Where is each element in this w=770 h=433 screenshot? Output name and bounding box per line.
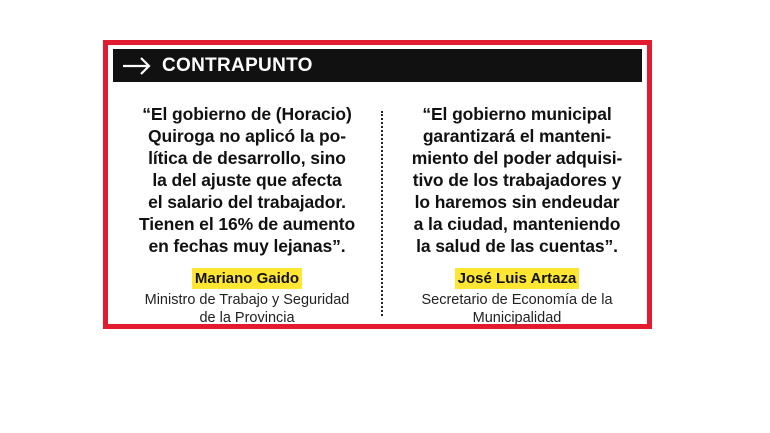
quote-line: a la ciudad, manteniendo [413,214,621,234]
quote-line: lo haremos sin endeudar [414,192,620,212]
left-speaker-name: Mariano Gaido [192,268,302,289]
right-quote [392,103,642,257]
quote-line: miento del poder adquisi- [411,148,623,168]
quote-line: “El gobierno municipal [422,104,612,124]
quote-line: Quiroga no aplicó la po- [148,126,346,146]
left-quote [122,103,372,257]
quote-line: lítica de desarrollo, sino [148,148,346,168]
quote-line: el salario del trabajador. [148,192,346,212]
quote-line: la salud de las cuentas”. [416,236,618,256]
right-speaker-name: José Luis Artaza [455,268,580,289]
quote-line: en fechas muy lejanas”. [148,236,346,256]
right-speaker-role [392,291,642,327]
role-line: Ministro de Trabajo y Seguridad [144,292,350,308]
role-line: Municipalidad [472,310,562,326]
right-column [392,103,642,327]
quote-line: Tienen el 16% de aumento [138,214,356,234]
quote-line: “El gobierno de (Horacio) [142,104,352,124]
arrow-right-icon [122,56,152,76]
quote-line: la del ajuste que afecta [152,170,342,190]
quote-line: garantizará el manteni- [422,126,612,146]
section-header [113,49,642,82]
role-line: Secretario de Economía de la [421,292,613,308]
left-column [122,103,372,327]
contrapunto-box [103,40,652,329]
role-line: de la Provincia [199,310,295,326]
quote-line: tivo de los trabajadores y [412,170,622,190]
column-divider [381,111,383,316]
left-speaker-role [122,291,372,327]
section-title: CONTRAPUNTO [162,54,313,76]
